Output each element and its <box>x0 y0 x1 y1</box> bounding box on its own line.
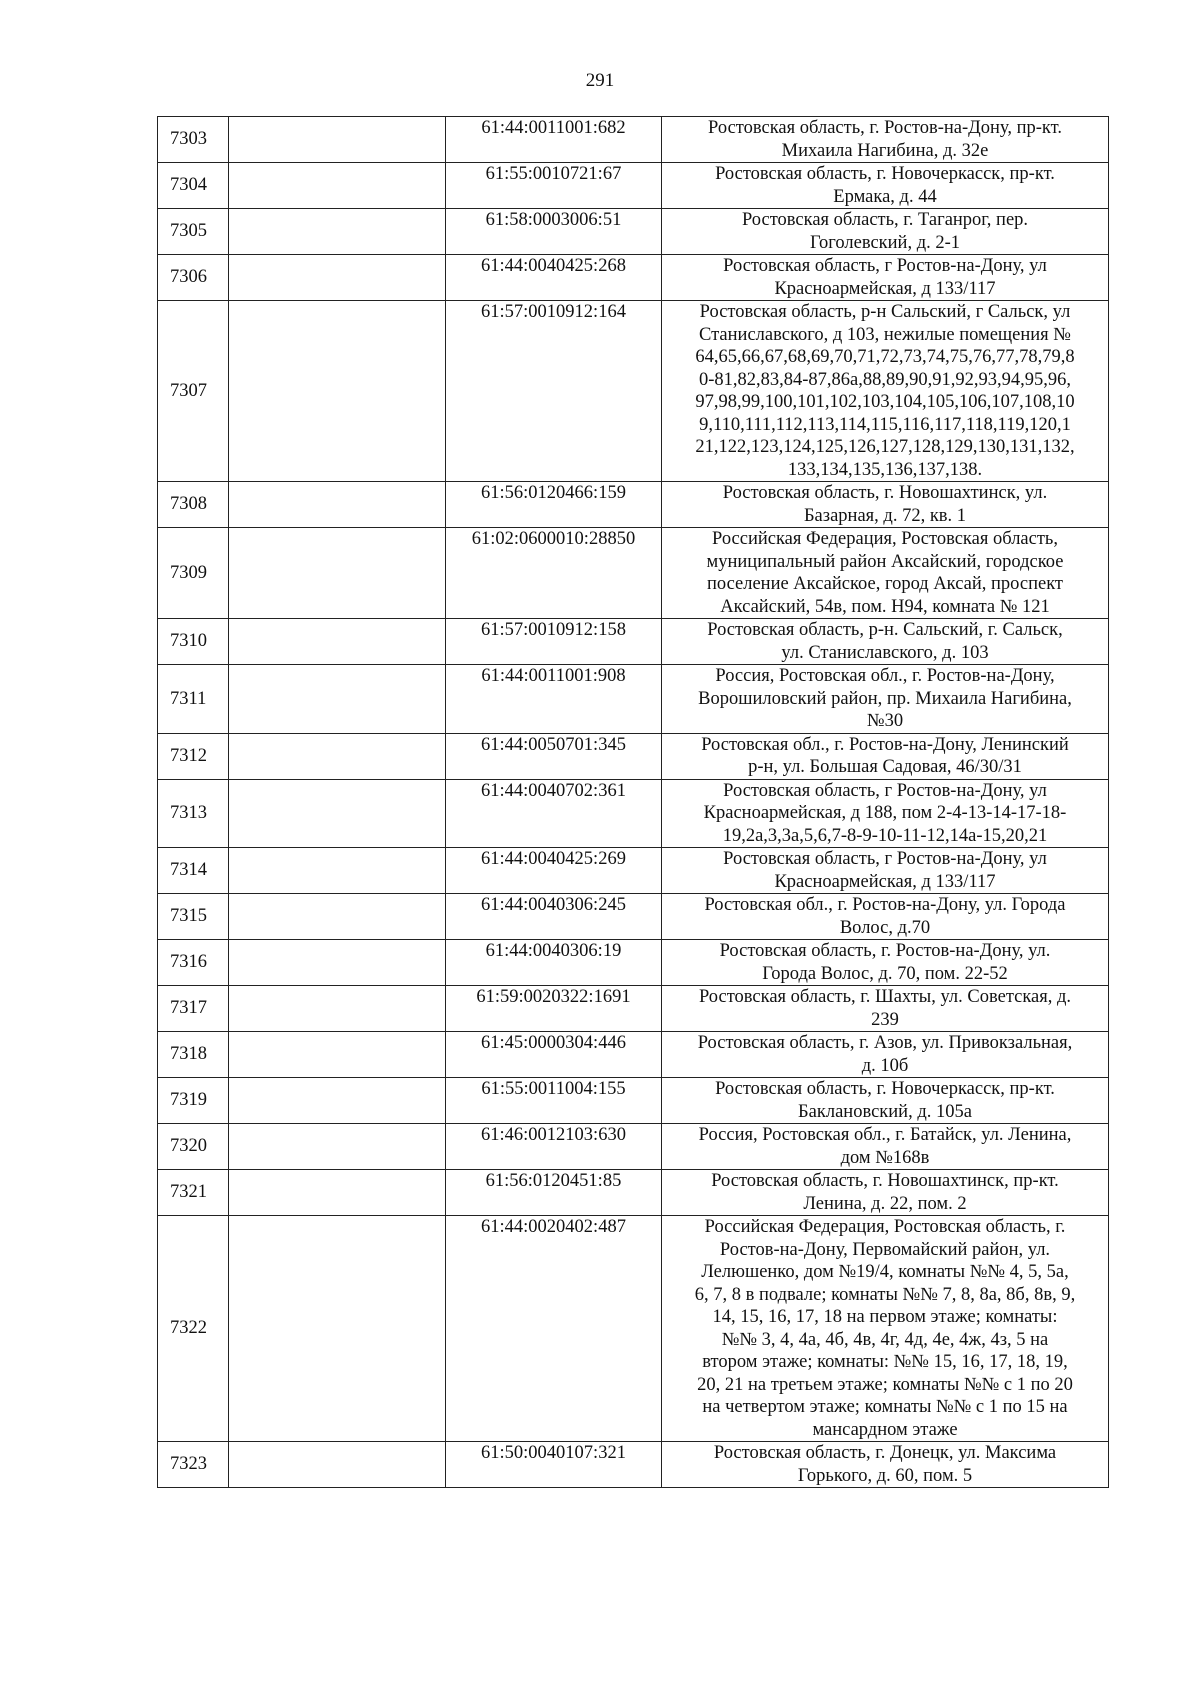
table-row <box>158 1124 1109 1170</box>
address-line: втором этаже; комнаты: №№ 15, 16, 17, 18, 19, <box>702 1352 1068 1372</box>
address-line: Баклановский, д. 105а <box>798 1101 972 1122</box>
address-line: Ленина, д. 22, пом. 2 <box>803 1193 967 1214</box>
address-cell <box>662 117 1109 163</box>
cadastral-number-cell: 61:57:0010912:164 <box>446 301 662 482</box>
table-row <box>158 1170 1109 1216</box>
address-line: Ермака, д. 44 <box>833 186 937 207</box>
empty-cell <box>229 848 446 894</box>
address-line: Россия, Ростовская обл., г. Батайск, ул. Ленина, <box>698 1125 1072 1145</box>
address-line: 20, 21 на третьем этаже; комнаты №№ с 1 по 20 <box>697 1374 1073 1395</box>
row-number-cell: 7313 <box>158 779 229 848</box>
address-line: Ростовская область, г. Новошахтинск, ул. <box>722 483 1048 503</box>
table-row <box>158 255 1109 301</box>
row-number-cell: 7311 <box>158 665 229 734</box>
table-row <box>158 1442 1109 1488</box>
address-line: Россия, Ростовская обл., г. Ростов-на-Дону, <box>715 666 1055 686</box>
empty-cell <box>229 733 446 779</box>
row-number-cell: 7307 <box>158 301 229 482</box>
row-number-cell: 7317 <box>158 986 229 1032</box>
empty-cell <box>229 894 446 940</box>
cadastral-number-cell: 61:45:0000304:446 <box>446 1032 662 1078</box>
address-line: Ростовская область, г. Ростов-на-Дону, пр-кт. <box>708 118 1062 138</box>
cadastral-number-cell: 61:44:0040425:268 <box>446 255 662 301</box>
address-cell <box>662 301 1109 482</box>
address-cell <box>662 665 1109 734</box>
address-line: Ростовская область, р-н Сальский, г Сальск, ул <box>699 302 1071 322</box>
empty-cell <box>229 117 446 163</box>
address-line: Базарная, д. 72, кв. 1 <box>803 505 967 526</box>
address-line: 14, 15, 16, 17, 18 на первом этаже; комнаты: <box>712 1307 1058 1327</box>
address-line: р-н, ул. Большая Садовая, 46/30/31 <box>748 757 1022 777</box>
address-line: Аксайский, 54в, пом. Н94, комната № 121 <box>720 596 1050 617</box>
address-line: Ростов-на-Дону, Первомайский район, ул. <box>719 1239 1051 1260</box>
table-row <box>158 940 1109 986</box>
address-cell <box>662 619 1109 665</box>
empty-cell <box>229 779 446 848</box>
address-line: №30 <box>866 711 904 731</box>
cadastral-number-cell: 61:44:0040306:245 <box>446 894 662 940</box>
cadastral-number-cell: 61:50:0040107:321 <box>446 1442 662 1488</box>
address-line: Ростовская область, г. Новошахтинск, пр-кт. <box>711 1171 1059 1191</box>
address-line: Российская Федерация, Ростовская область, <box>712 529 1058 549</box>
empty-cell <box>229 209 446 255</box>
cadastral-number-cell: 61:44:0050701:345 <box>446 733 662 779</box>
address-line: №№ 3, 4, 4а, 4б, 4в, 4г, 4д, 4е, 4ж, 4з, 5 на <box>721 1329 1049 1350</box>
address-line: Ростовская область, г. Ростов-на-Дону, ул. <box>719 941 1051 961</box>
address-cell <box>662 779 1109 848</box>
address-line: Ростовская область, г. Шахты, ул. Советская, д. <box>698 987 1072 1007</box>
address-cell <box>662 940 1109 986</box>
address-cell <box>662 733 1109 779</box>
address-line: 133,134,135,136,137,138. <box>787 459 983 480</box>
empty-cell <box>229 301 446 482</box>
address-cell <box>662 986 1109 1032</box>
empty-cell <box>229 528 446 619</box>
empty-cell <box>229 482 446 528</box>
address-line: Ростовская обл., г. Ростов-на-Дону, Ленинский <box>701 734 1069 755</box>
cadastral-number-cell: 61:55:0010721:67 <box>446 163 662 209</box>
address-line: 239 <box>871 1009 899 1030</box>
address-line: мансардном этаже <box>812 1419 958 1440</box>
address-line: 19,2а,3,3а,5,6,7-8-9-10-11-12,14а-15,20,21 <box>722 825 1048 846</box>
row-number-cell: 7319 <box>158 1078 229 1124</box>
address-line: Красноармейская, д 133/117 <box>774 871 996 892</box>
cadastral-number-cell: 61:44:0020402:487 <box>446 1216 662 1442</box>
address-cell <box>662 894 1109 940</box>
address-cell <box>662 482 1109 528</box>
row-number-cell: 7314 <box>158 848 229 894</box>
row-number-cell: 7322 <box>158 1216 229 1442</box>
address-cell <box>662 1170 1109 1216</box>
address-cell <box>662 1032 1109 1078</box>
empty-cell <box>229 1032 446 1078</box>
address-line: поселение Аксайское, город Аксай, проспект <box>706 574 1064 594</box>
empty-cell <box>229 1170 446 1216</box>
address-line: 21,122,123,124,125,126,127,128,129,130,131,132, <box>695 437 1075 457</box>
address-line: Ростовская область, г. Азов, ул. Привокзальная, <box>697 1033 1073 1053</box>
address-cell <box>662 1124 1109 1170</box>
table-row <box>158 665 1109 734</box>
cadastral-number-cell: 61:46:0012103:630 <box>446 1124 662 1170</box>
page-number: 291 <box>585 70 615 91</box>
empty-cell <box>229 986 446 1032</box>
address-line: Красноармейская, д 133/117 <box>774 278 996 299</box>
address-line: Ростовская обл., г. Ростов-на-Дону, ул. Города <box>704 895 1066 915</box>
address-cell <box>662 1442 1109 1488</box>
table-row <box>158 1078 1109 1124</box>
address-line: Горького, д. 60, пом. 5 <box>797 1465 973 1486</box>
table-row <box>158 301 1109 482</box>
table-row <box>158 733 1109 779</box>
row-number-cell: 7316 <box>158 940 229 986</box>
row-number-cell: 7303 <box>158 117 229 163</box>
address-line: Города Волос, д. 70, пом. 22-52 <box>762 963 1008 984</box>
row-number-cell: 7315 <box>158 894 229 940</box>
address-line: Российская Федерация, Ростовская область, г. <box>704 1217 1066 1237</box>
cadastral-number-cell: 61:55:0011004:155 <box>446 1078 662 1124</box>
table-row <box>158 209 1109 255</box>
cadastral-number-cell: 61:57:0010912:158 <box>446 619 662 665</box>
table-row <box>158 117 1109 163</box>
address-cell <box>662 163 1109 209</box>
table-row <box>158 1216 1109 1442</box>
address-cell <box>662 1216 1109 1442</box>
row-number-cell: 7312 <box>158 733 229 779</box>
row-number-cell: 7309 <box>158 528 229 619</box>
table-row <box>158 619 1109 665</box>
address-line: Ростовская область, г Ростов-на-Дону, ул <box>723 780 1047 801</box>
table-row <box>158 163 1109 209</box>
cadastral-number-cell: 61:44:0040702:361 <box>446 779 662 848</box>
address-line: Ростовская область, г. Новочеркасск, пр-кт. <box>715 164 1055 184</box>
table-row <box>158 482 1109 528</box>
table-row <box>158 1032 1109 1078</box>
address-line: Ростовская область, г. Таганрог, пер. <box>741 210 1029 230</box>
cadastral-number-cell: 61:44:0040306:19 <box>446 940 662 986</box>
cadastral-number-cell: 61:56:0120451:85 <box>446 1170 662 1216</box>
cadastral-number-cell: 61:58:0003006:51 <box>446 209 662 255</box>
address-line: муниципальный район Аксайский, городское <box>706 551 1064 572</box>
address-cell <box>662 255 1109 301</box>
address-line: 64,65,66,67,68,69,70,71,72,73,74,75,76,77,78,79,8 <box>695 347 1075 367</box>
cadastral-number-cell: 61:44:0040425:269 <box>446 848 662 894</box>
cadastral-number-cell: 61:59:0020322:1691 <box>446 986 662 1032</box>
property-registry-table <box>157 116 1109 1488</box>
address-line: д. 10б <box>861 1055 909 1076</box>
empty-cell <box>229 1078 446 1124</box>
row-number-cell: 7320 <box>158 1124 229 1170</box>
address-line: дом №168в <box>840 1147 930 1168</box>
address-line: Ростовская область, г Ростов-на-Дону, ул <box>723 256 1047 276</box>
address-line: 6, 7, 8 в подвале; комнаты №№ 7, 8, 8а, 8б, 8в, 9, <box>694 1284 1076 1305</box>
row-number-cell: 7306 <box>158 255 229 301</box>
empty-cell <box>229 255 446 301</box>
address-cell <box>662 209 1109 255</box>
table-row <box>158 848 1109 894</box>
address-line: Ворошиловский район, пр. Михаила Нагибина, <box>698 688 1072 709</box>
row-number-cell: 7318 <box>158 1032 229 1078</box>
address-line: на четвертом этаже; комнаты №№ с 1 по 15 на <box>702 1397 1068 1417</box>
address-cell <box>662 848 1109 894</box>
empty-cell <box>229 1216 446 1442</box>
cadastral-number-cell: 61:02:0600010:28850 <box>446 528 662 619</box>
table-row <box>158 528 1109 619</box>
empty-cell <box>229 1442 446 1488</box>
address-line: 0-81,82,83,84-87,86а,88,89,90,91,92,93,94,95,96, <box>698 369 1072 390</box>
cadastral-number-cell: 61:56:0120466:159 <box>446 482 662 528</box>
row-number-cell: 7321 <box>158 1170 229 1216</box>
registry-table-body <box>158 117 1109 1488</box>
row-number-cell: 7323 <box>158 1442 229 1488</box>
cadastral-number-cell: 61:44:0011001:908 <box>446 665 662 734</box>
row-number-cell: 7308 <box>158 482 229 528</box>
empty-cell <box>229 163 446 209</box>
address-line: Красноармейская, д 188, пом 2-4-13-14-17-18- <box>703 803 1067 823</box>
empty-cell <box>229 665 446 734</box>
address-line: Ростовская область, р-н. Сальский, г. Сальск, <box>707 620 1063 640</box>
address-line: 97,98,99,100,101,102,103,104,105,106,107,108,10 <box>695 392 1075 412</box>
address-cell <box>662 528 1109 619</box>
table-row <box>158 779 1109 848</box>
address-line: Михаила Нагибина, д. 32е <box>781 140 989 161</box>
row-number-cell: 7305 <box>158 209 229 255</box>
address-line: ул. Станиславского, д. 103 <box>781 642 989 663</box>
address-line: 9,110,111,112,113,114,115,116,117,118,119,120,1 <box>699 414 1071 435</box>
empty-cell <box>229 1124 446 1170</box>
address-line: Ростовская область, г Ростов-на-Дону, ул <box>723 849 1047 869</box>
address-line: Волос, д.70 <box>839 917 931 938</box>
address-line: Ростовская область, г. Донецк, ул. Максима <box>713 1443 1057 1463</box>
empty-cell <box>229 940 446 986</box>
row-number-cell: 7310 <box>158 619 229 665</box>
address-line: Гоголевский, д. 2-1 <box>809 232 961 253</box>
address-line: Лелюшенко, дом №19/4, комнаты №№ 4, 5, 5а, <box>701 1262 1069 1282</box>
table-row <box>158 986 1109 1032</box>
empty-cell <box>229 619 446 665</box>
table-row <box>158 894 1109 940</box>
cadastral-number-cell: 61:44:0011001:682 <box>446 117 662 163</box>
address-line: Ростовская область, г. Новочеркасск, пр-кт. <box>715 1079 1055 1099</box>
row-number-cell: 7304 <box>158 163 229 209</box>
address-cell <box>662 1078 1109 1124</box>
address-line: Станиславского, д 103, нежилые помещения № <box>699 324 1071 345</box>
